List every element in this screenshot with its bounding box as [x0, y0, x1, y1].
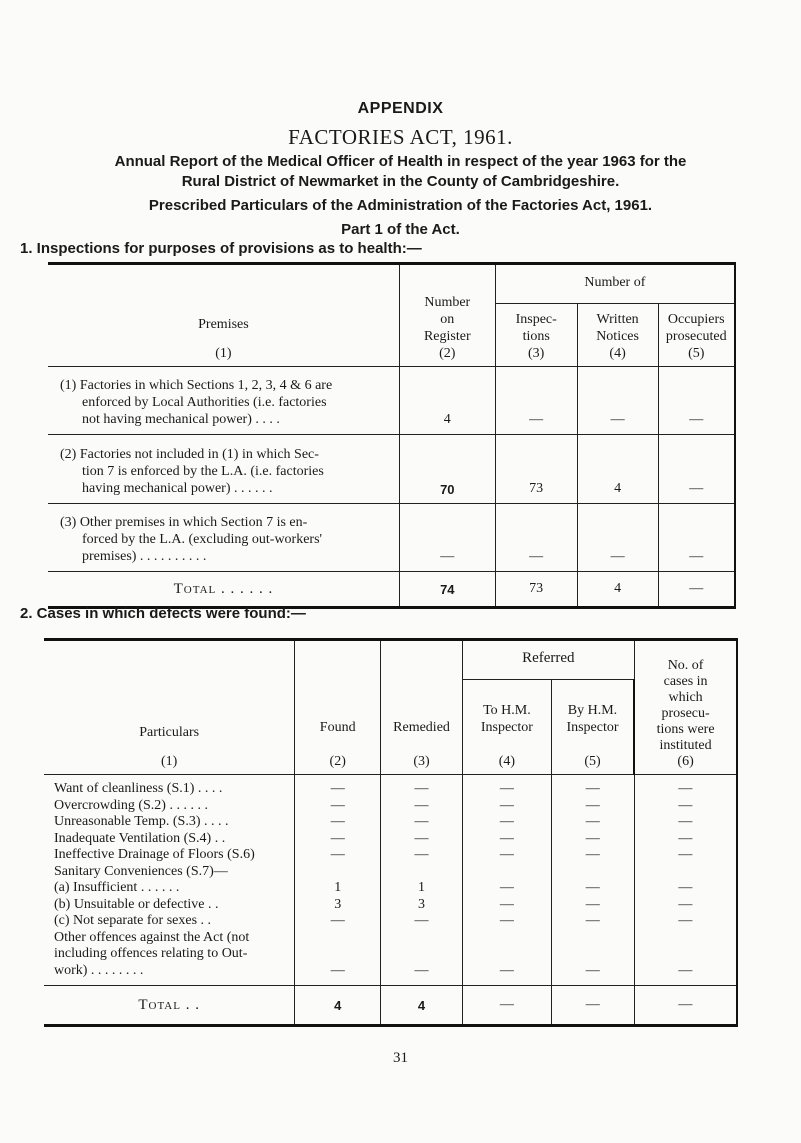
particulars-header: Particulars (1) — [44, 640, 295, 775]
section-2-heading: 2. Cases in which defects were found:— — [20, 605, 306, 622]
report-title-line-1: Annual Report of the Medical Officer of Health in respect of the year 1963 for the — [114, 153, 687, 170]
table-row: (a) Insufficient . . . . . . 1 1 — — — — [44, 880, 737, 897]
table-row: Ineffective Drainage of Floors (S.6) — — — — — — [44, 847, 737, 864]
inspections-table — [48, 262, 736, 609]
act-title: FACTORIES ACT, 1961. — [288, 125, 513, 149]
table-row: (2) Factories not included in (1) in which Sec- tion 7 is enforced by the L.A. (i.e. factories having mechanical power) . . . . . . 70 73 4 — — [48, 435, 735, 504]
by-hm-inspector-header: By H.M. Inspector (5) — [551, 680, 634, 775]
table-row: (c) Not separate for sexes . . — — — — — — [44, 913, 737, 930]
register-header: Number on Register (2) — [399, 264, 495, 367]
referred-header: Referred — [462, 640, 634, 680]
table-row: work) . . . . . . . . — — — — — — [44, 963, 737, 986]
table-row: (b) Unsuitable or defective . . 3 3 — — — — [44, 897, 737, 914]
found-header: Found (2) — [295, 640, 381, 775]
inspections-header: Inspec- tions (3) — [495, 304, 577, 367]
table-row: (3) Other premises in which Section 7 is en- forced by the L.A. (excluding out-workers' premises) . . . . . . . . . . — — — — — [48, 504, 735, 572]
report-subtitle: Prescribed Particulars of the Administration of the Factories Act, 1961. — [148, 197, 653, 214]
table-row: Unreasonable Temp. (S.3) . . . . — — — — — — [44, 814, 737, 831]
written-notices-header: Written Notices (4) — [577, 304, 658, 367]
total-row: Total . . 4 4 — — — — [44, 986, 737, 1026]
number-of-header: Number of — [495, 264, 735, 304]
part-heading: Part 1 of the Act. — [341, 221, 460, 238]
appendix-heading: APPENDIX — [357, 100, 444, 117]
remedied-header: Remedied (3) — [381, 640, 463, 775]
premises-header: Premises (1) — [48, 264, 399, 367]
prosecutions-header: No. of cases in which prosecu- tions were instituted (6) — [634, 640, 737, 775]
defects-table — [44, 638, 738, 1027]
report-title-line-2: Rural District of Newmarket in the County of Cambridgeshire. — [181, 173, 620, 190]
table-row: Inadequate Ventilation (S.4) . . — — — — — — [44, 831, 737, 848]
to-hm-inspector-header: To H.M. Inspector (4) — [462, 680, 551, 775]
table-row: Want of cleanliness (S.1) . . . . — — — — — — [44, 775, 737, 798]
page-number: 31 — [393, 1050, 408, 1066]
total-row: Total . . . . . . 74 73 4 — — [48, 572, 735, 608]
table-row: (1) Factories in which Sections 1, 2, 3, 4 & 6 are enforced by Local Authorities (i.e. factories not having mechanical power) . . . . 4 — — — — [48, 367, 735, 435]
table-row: including offences relating to Out- — [44, 946, 737, 963]
table-row: Other offences against the Act (not — [44, 930, 737, 947]
section-1-heading: 1. Inspections for purposes of provisions as to health:— — [20, 240, 422, 257]
table-row: Overcrowding (S.2) . . . . . . — — — — — — [44, 798, 737, 815]
occupiers-prosecuted-header: Occupiers prosecuted (5) — [658, 304, 735, 367]
table-row: Sanitary Conveniences (S.7)— — [44, 864, 737, 881]
